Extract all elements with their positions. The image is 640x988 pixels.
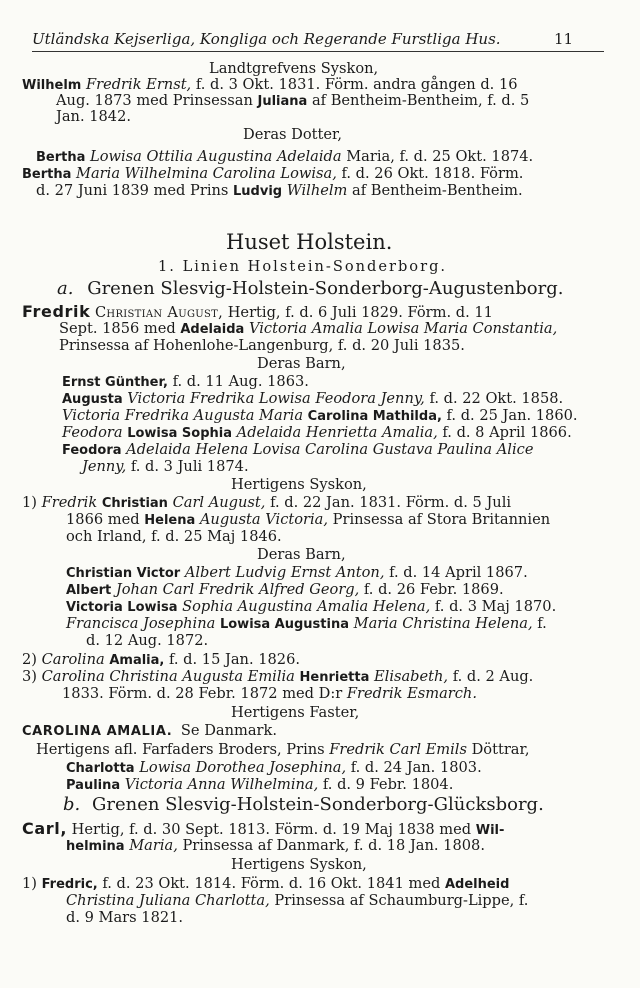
name-italic: Adelaida Henrietta Amalia, <box>236 424 438 441</box>
entry-line <box>66 512 550 529</box>
name-bold: Adelheid <box>444 877 510 892</box>
entry-text: f. d. 2 Aug. <box>452 668 534 685</box>
entry-text: f. d. 14 April 1867. <box>389 564 528 581</box>
heading-hertigens-syskon: Hertigens Syskon, <box>231 476 367 493</box>
branch-title <box>57 279 563 299</box>
entry-line <box>36 183 523 200</box>
name-bold: Lowisa Sophia <box>127 426 233 441</box>
entry-text: Se Danmark. <box>180 722 277 739</box>
name-italic: Carl August, <box>172 494 266 511</box>
heading-deras-barn: Deras Barn, <box>257 546 346 563</box>
name-bold: Wilhelm <box>22 78 82 93</box>
name-bold: Christian Victor <box>66 566 181 581</box>
name-italic: Fredrik Esmarch. <box>346 685 477 702</box>
entry-text: f. d. 9 Febr. 1804. <box>322 776 454 793</box>
name-bold: Feodora <box>62 443 122 458</box>
name-smallcaps: Christian August, <box>94 304 224 321</box>
name-italic: Carolina Christina Augusta Emilia <box>41 668 295 685</box>
entry-line <box>22 652 300 669</box>
entry-line <box>62 425 572 442</box>
entry-number: 3) <box>22 668 37 685</box>
entry-line <box>66 893 528 909</box>
entry-text: f. d. 26 Okt. 1818. Förm. <box>341 165 524 182</box>
entry-line <box>66 582 504 599</box>
name-bold: Paulina <box>66 778 121 793</box>
branch-name: Grenen Slesvig-Holstein-Sonderborg-Augustenborg. <box>87 278 564 299</box>
entry-line <box>66 838 485 855</box>
name-bold: Ernst Günther, <box>62 375 168 390</box>
entry-line <box>36 742 530 758</box>
entry-line <box>22 669 533 686</box>
entry-line <box>66 760 482 777</box>
name-italic: Wilhelm <box>286 182 348 199</box>
entry-line <box>62 686 477 702</box>
entry-text: f. d. 24 Jan. 1803. <box>350 759 482 776</box>
name-bold: CAROLINA AMALIA. <box>22 724 173 739</box>
entry-line <box>66 565 528 582</box>
entry-text: Hertig, f. d. 30 Sept. 1813. Förm. d. 19 Maj 1838 med <box>71 821 472 838</box>
entry-line <box>22 495 511 512</box>
entry-line <box>36 149 533 166</box>
branch-title <box>63 795 544 815</box>
entry-line <box>62 374 309 391</box>
name-italic: Victoria Fredrika Augusta Maria <box>62 407 304 424</box>
name-bold: helmina <box>66 839 125 854</box>
entry-text: Prinsessa af Stora Britannien <box>332 511 551 528</box>
name-italic: Fredrik Carl Emils <box>329 741 467 758</box>
entry-text: Maria, f. d. 25 Okt. 1874. <box>346 148 534 165</box>
entry-line <box>62 391 563 408</box>
running-title: Utländska Kejserliga, Kongliga och Regerande Furstliga Hus. <box>32 30 501 48</box>
entry-text: Prinsessa af Danmark, f. d. 18 Jan. 1808. <box>182 837 485 854</box>
entry-line <box>62 442 533 459</box>
heading-hertigens-faster: Hertigens Faster, <box>231 704 360 721</box>
name-bold: Henrietta <box>299 670 370 685</box>
name-bold: Juliana <box>257 94 308 109</box>
entry-text: Prinsessa af Schaumburg-Lippe, f. <box>274 892 529 909</box>
entry-number: 1) <box>22 875 37 892</box>
entry-line: d. 9 Mars 1821. <box>66 909 184 926</box>
entry-line <box>62 408 578 425</box>
name-italic: Victoria Fredrika Lowisa Feodora Jenny, <box>127 390 425 407</box>
name-italic: Feodora <box>62 424 123 441</box>
entry-text: Hertigens afl. Farfaders Broders, Prins <box>36 741 325 758</box>
name-bold: Victoria Lowisa <box>66 600 178 615</box>
name-bold: Bertha <box>22 167 72 182</box>
entry-text: f. d. 3 Maj 1870. <box>434 598 557 615</box>
entry-text: f. d. 15 Jan. 1826. <box>169 651 300 668</box>
page-number: 11 <box>554 30 574 48</box>
name-italic: Johan Carl Fredrik Alfred Georg, <box>115 581 360 598</box>
name-italic: Carolina <box>41 651 105 668</box>
entry-line <box>82 459 249 475</box>
entry-text: Hertig, f. d. 6 Juli 1829. Förm. d. 11 <box>227 304 493 321</box>
name-italic: Francisca Josephina <box>66 615 216 632</box>
entry-text: Aug. 1873 med Prinsessan <box>56 92 253 109</box>
entry-text: Döttrar, <box>471 741 530 758</box>
entry-text: f. d. 26 Febr. 1869. <box>363 581 504 598</box>
branch-name: Grenen Slesvig-Holstein-Sonderborg-Glücksborg. <box>91 794 544 815</box>
branch-letter: b. <box>63 794 81 815</box>
name-italic: Adelaida Helena Lovisa Carolina Gustava Paulina Alice <box>126 441 534 458</box>
entry-number: 2) <box>22 651 37 668</box>
name-bold: Charlotta <box>66 761 135 776</box>
entry-text: f. d. 11 Aug. 1863. <box>172 373 309 390</box>
name-bold: Wil- <box>475 823 505 838</box>
entry-line <box>66 616 547 633</box>
name-italic: Maria, <box>129 837 178 854</box>
entry-text: f. d. 22 Okt. 1858. <box>429 390 564 407</box>
entry-line <box>22 304 493 321</box>
name-bold: Amalia, <box>109 653 165 668</box>
name-bold: Carl, <box>22 819 67 838</box>
name-bold: Carolina Mathilda, <box>307 409 442 424</box>
branch-letter: a. <box>57 278 74 299</box>
entry-line <box>22 166 523 183</box>
name-bold: Fredrik <box>22 302 91 321</box>
entry-line <box>66 777 453 794</box>
name-bold: Christian <box>101 496 168 511</box>
entry-line <box>59 321 557 338</box>
name-italic: Lowisa Ottilia Augustina Adelaida <box>90 148 342 165</box>
entry-line: Jan. 1842. <box>56 108 132 125</box>
name-bold: Ludvig <box>233 184 283 199</box>
name-italic: Augusta Victoria, <box>199 511 329 528</box>
entry-line: Prinsessa af Hohenlohe-Langenburg, f. d. 20 Juli 1835. <box>59 337 465 354</box>
entry-line <box>22 723 277 740</box>
name-italic: Fredrik Ernst, <box>85 76 192 93</box>
entry-text: f. d. 25 Jan. 1860. <box>446 407 578 424</box>
entry-text: af Bentheim-Bentheim, f. d. 5 <box>311 92 530 109</box>
name-italic: Fredrik <box>41 494 98 511</box>
heading-deras-dotter: Deras Dotter, <box>243 126 343 143</box>
entry-text: f. d. 3 Juli 1874. <box>130 458 249 475</box>
name-italic: Victoria Anna Wilhelmina, <box>124 776 319 793</box>
name-bold: Lowisa Augustina <box>219 617 349 632</box>
name-italic: Albert Ludvig Ernst Anton, <box>184 564 385 581</box>
name-italic: Christina Juliana Charlotta, <box>66 892 270 909</box>
header-rule <box>32 51 604 52</box>
name-bold: Albert <box>66 583 112 598</box>
entry-text: f. d. 8 April 1866. <box>442 424 572 441</box>
name-italic: Maria Wilhelmina Carolina Lowisa, <box>76 165 337 182</box>
name-italic: Victoria Amalia Lowisa Maria Constantia, <box>248 320 558 337</box>
entry-text: 1866 med <box>66 511 140 528</box>
name-bold: Augusta <box>62 392 123 407</box>
name-italic: Jenny, <box>82 458 127 475</box>
entry-line <box>22 876 509 893</box>
name-italic: Sophia Augustina Amalia Helena, <box>182 598 431 615</box>
subsection-title: 1. Linien Holstein-Sonderborg. <box>158 258 448 275</box>
entry-text: 1833. Förm. d. 28 Febr. 1872 med D:r <box>62 685 343 702</box>
entry-text: f. d. 22 Jan. 1831. Förm. d. 5 Juli <box>270 494 512 511</box>
entry-line <box>66 599 556 616</box>
heading-hertigens-syskon: Hertigens Syskon, <box>231 856 367 873</box>
name-bold: Bertha <box>36 150 86 165</box>
entry-text: f. d. 3 Okt. 1831. Förm. andra gången d. 16 <box>195 76 518 93</box>
entry-line: d. 12 Aug. 1872. <box>86 632 209 649</box>
name-bold: Adelaida <box>180 322 245 337</box>
section-title-huset-holstein: Huset Holstein. <box>226 230 393 254</box>
heading-landtgrefvens-syskon: Landtgrefvens Syskon, <box>209 60 379 77</box>
name-bold: Helena <box>144 513 196 528</box>
entry-number: 1) <box>22 494 37 511</box>
name-bold: Fredric, <box>41 877 98 892</box>
entry-text: d. 27 Juni 1839 med Prins <box>36 182 229 199</box>
entry-text: f. <box>537 615 547 632</box>
entry-text: af Bentheim-Bentheim. <box>352 182 523 199</box>
entry-text: Sept. 1856 med <box>59 320 176 337</box>
name-italic: Elisabeth, <box>374 668 449 685</box>
name-italic: Lowisa Dorothea Josephina, <box>139 759 347 776</box>
heading-deras-barn: Deras Barn, <box>257 355 346 372</box>
name-italic: Maria Christina Helena, <box>353 615 533 632</box>
entry-line: och Irland, f. d. 25 Maj 1846. <box>66 528 282 545</box>
entry-text: f. d. 23 Okt. 1814. Förm. d. 16 Okt. 1841 med <box>102 875 441 892</box>
